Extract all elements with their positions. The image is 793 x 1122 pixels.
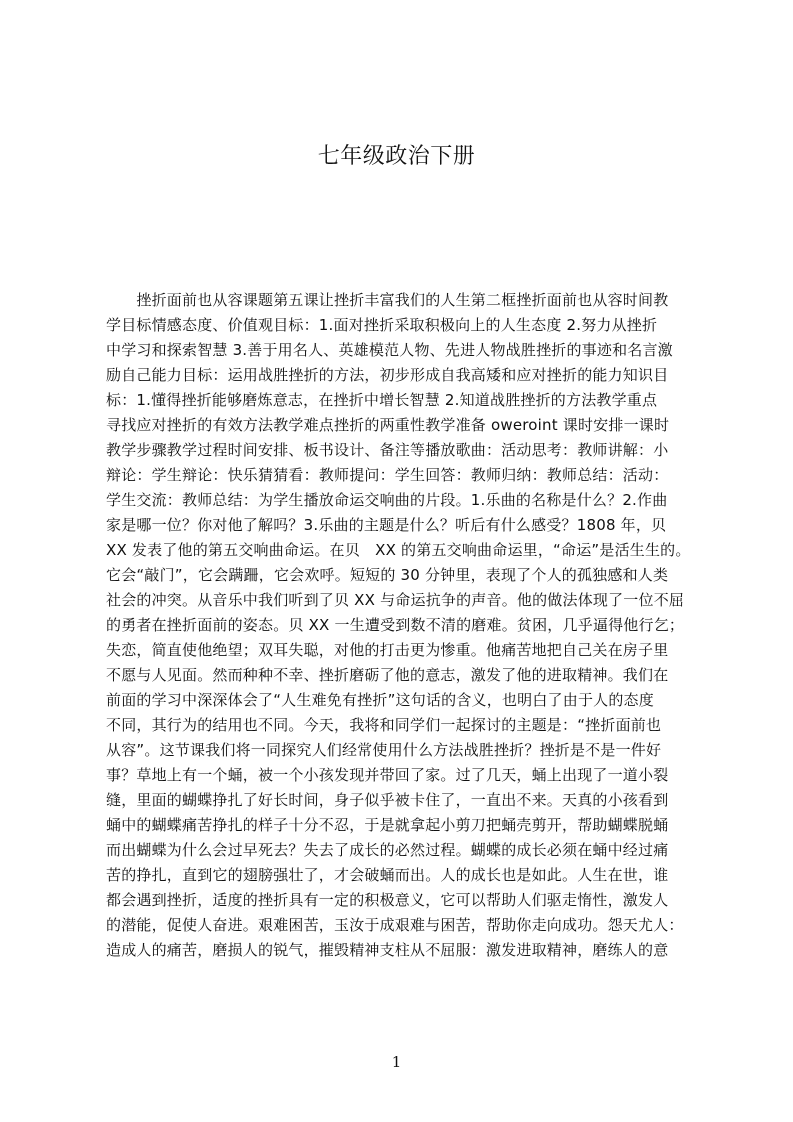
body-line: 造成人的痛苦，磨损人的锐气，摧毁精神支柱从不屈服：激发进取精神，磨练人的意 [106, 941, 669, 959]
body-line: 中学习和探索智慧 3.善于用名人、英雄模范人物、先进人物战胜挫折的事迹和名言激 [106, 341, 673, 359]
body-line: 都会遇到挫折，适度的挫折具有一定的积极意义，它可以帮助人们驱走惰性，激发人 [106, 891, 669, 909]
body-line: 辩论：学生辩论：快乐猜猜看：教师提问：学生回答：教师归纳：教师总结：活动： [106, 466, 669, 484]
body-line: 挫折面前也从容课题第五课让挫折丰富我们的人生第二框挫折面前也从容时间教 [106, 291, 669, 309]
body-line: 寻找应对挫折的有效方法教学难点挫折的两重性教学准备 oweroint 课时安排一课时 [106, 416, 670, 434]
body-line: 它会“敲门”，它会蹒跚，它会欢呼。短短的 30 分钟里，表现了个人的孤独感和人类 [106, 566, 669, 584]
body-line: 事？草地上有一个蛹，被一个小孩发现并带回了家。过了几天，蛹上出现了一道小裂 [106, 766, 669, 784]
body-line: 前面的学习中深深体会了“人生难免有挫折”这句话的含义，也明白了由于人的态度 [106, 691, 654, 709]
body-line: 标：1.懂得挫折能够磨炼意志，在挫折中增长智慧 2.知道战胜挫折的方法教学重点 [106, 391, 658, 409]
body-line: 学生交流：教师总结：为学生播放命运交响曲的片段。1.乐曲的名称是什么？2.作曲 [106, 491, 668, 509]
body-line: 社会的冲突。从音乐中我们听到了贝 XX 与命运抗争的声音。他的做法体现了一位不屈 [106, 591, 685, 609]
body-line: 家是哪一位？你对他了解吗？3.乐曲的主题是什么？听后有什么感受？1808 年，贝 [106, 516, 667, 534]
body-line: 教学步骤教学过程时间安排、板书设计、备注等播放歌曲：活动思考：教师讲解：小 [106, 441, 669, 459]
page-number: 1 [391, 1053, 402, 1071]
body-line: 缝，里面的蝴蝶挣扎了好长时间，身子似乎被卡住了，一直出不来。天真的小孩看到 [106, 791, 669, 809]
body-line: 不同，其行为的结用也不同。今天，我将和同学们一起探讨的主题是：“挫折面前也 [106, 716, 662, 734]
body-line: XX 发表了他的第五交响曲命运。在贝 XX 的第五交响曲命运里，“命运”是活生生的。 [106, 541, 691, 559]
document-body [106, 288, 698, 1058]
body-line: 的潜能，促使人奋进。艰难困苦，玉汝于成艰难与困苦，帮助你走向成功。怨天尤人： [106, 916, 684, 934]
body-line: 苦的挣扎，直到它的翅膀强壮了，才会破蛹而出。人的成长也是如此。人生在世，谁 [106, 866, 669, 884]
body-line: 励自己能力目标：运用战胜挫折的方法，初步形成自我高矮和应对挫折的能力知识目 [106, 366, 669, 384]
body-line: 蛹中的蝴蝶痛苦挣扎的样子十分不忍，于是就拿起小剪刀把蛹壳剪开，帮助蝴蝶脱蛹 [106, 816, 669, 834]
body-line: 的勇者在挫折面前的姿态。贝 XX 一生遭受到数不清的磨难。贫困，几乎逼得他行乞； [106, 616, 685, 634]
body-line: 学目标情感态度、价值观目标：1.面对挫折采取积极向上的人生态度 2.努力从挫折 [106, 316, 658, 334]
body-line: 不愿与人见面。然而种种不幸、挫折磨砺了他的意志，激发了他的进取精神。我们在 [106, 666, 669, 684]
body-line: 而出蝴蝶为什么会过早死去？失去了成长的必然过程。蝴蝶的成长必须在蛹中经过痛 [106, 841, 669, 859]
body-line: 从容”。这节课我们将一同探究人们经常使用什么方法战胜挫折？挫折是不是一件好 [106, 741, 662, 759]
document-title: 七年级政治下册 [317, 144, 476, 169]
body-line: 失恋，简直使他绝望；双耳失聪，对他的打击更为惨重。他痛苦地把自己关在房子里 [106, 641, 669, 659]
